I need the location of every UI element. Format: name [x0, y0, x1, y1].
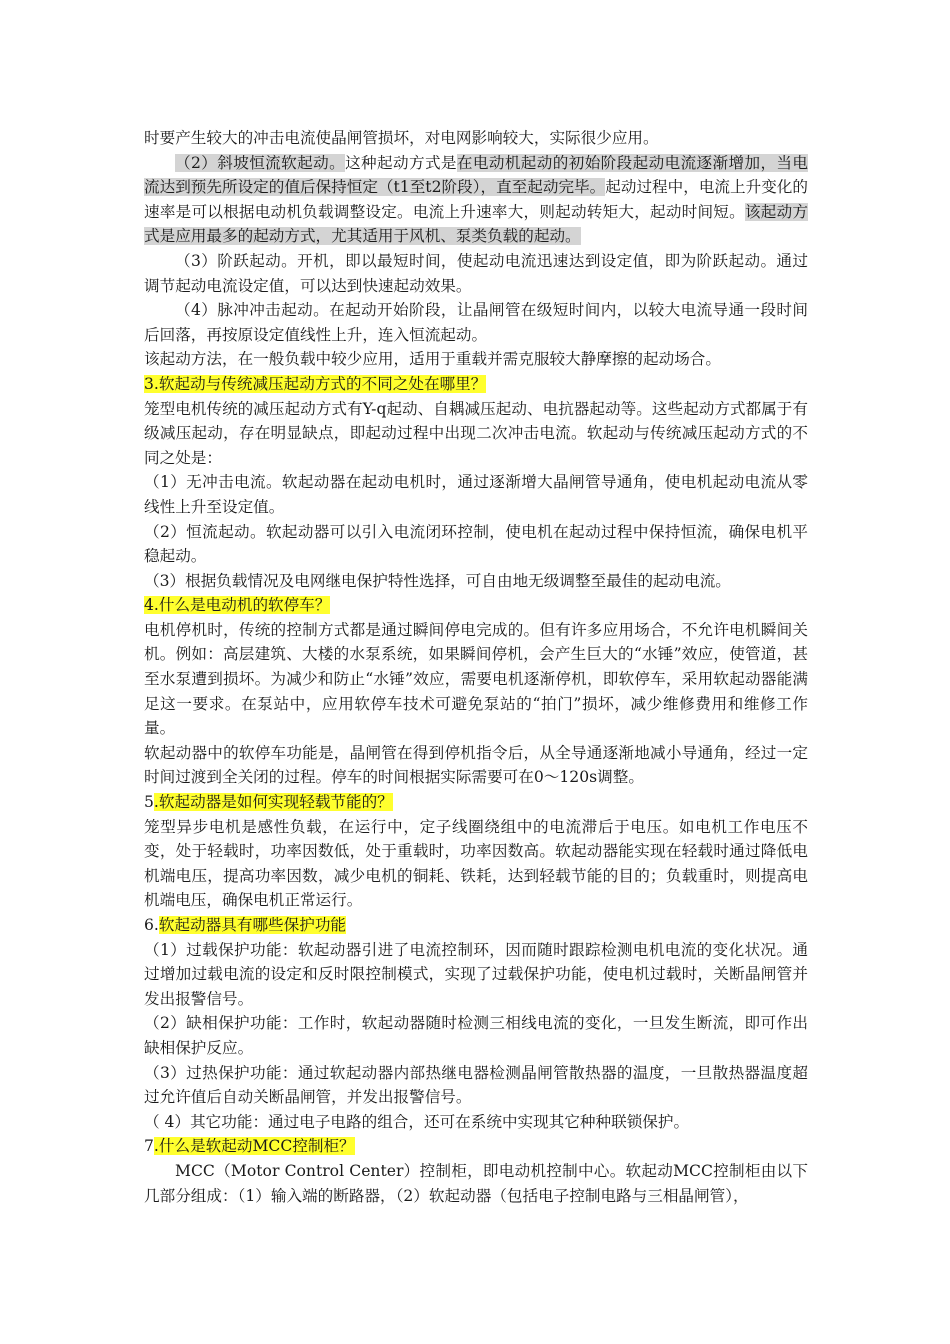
text: 起动过程中，电流上升变化的速率是可以根据电动机负载调整设定。电流上升速率大，则起动转矩大，起动时间短。 [144, 178, 808, 221]
highlight: 在电动机起动的初始阶段起动电流逐渐增加，当电流达到预先所设定的值后保持恒定（t1至t2阶段），直至起动完毕。 [144, 153, 808, 197]
paragraph: 软起动器中的软停车功能是，晶闸管在得到停机指令后，从全导通逐渐地减小导通角，经过一定时间过渡到全关闭的过程。停车的时间根据实际需要可在0～120s调整。 [144, 743, 808, 787]
paragraph: （ 4）其它功能：通过电子电路的组合，还可在系统中实现其它种种联锁保护。 [144, 1112, 690, 1131]
text: 这种起动方式是 [345, 153, 457, 172]
section-heading-4: 4.什么是电动机的软停车？ [144, 596, 331, 615]
paragraph: （3）阶跃起动。开机，即以最短时间，使起动电流迅速达到设定值，即为阶跃起动。通过调节起动电流设定值，可以达到快速起动效果。 [144, 251, 808, 295]
paragraph: （3）根据负载情况及电网继电保护特性选择，可自由地无级调整至最佳的起动电流。 [144, 571, 731, 590]
paragraph: 笼型电机传统的减压起动方式有Y-q起动、自耦减压起动、电抗器起动等。这些起动方式都属于有级减压起动，存在明显缺点，即起动过程中出现二次冲击电流。软起动与传统减压起动方式的不同之处是： [144, 399, 808, 467]
paragraph: （3）过热保护功能：通过软起动器内部热继电器检测晶闸管散热器的温度，一旦散热器温度超过允许值后自动关断晶闸管，并发出报警信号。 [144, 1063, 808, 1107]
paragraph: 笼型异步电机是感性负载，在运行中，定子线圈绕组中的电流滞后于电压。如电机工作电压不变，处于轻载时，功率因数低，处于重载时，功率因数高。软起动器能实现在轻载时通过降低电机端电压，提高功率因数，减少电机的铜耗、铁耗，达到轻载节能的目的；负载重时，则提高电机端电压，确保电机正常运行。 [144, 817, 808, 910]
paragraph: （1）无冲击电流。软起动器在起动电机时，通过逐渐增大晶闸管导通角，使电机起动电流从零线性上升至设定值。 [144, 473, 808, 516]
paragraph-ramp-start [144, 151, 808, 249]
paragraph: （2）缺相保护功能：工作时，软起动器随时检测三相线电流的变化，一旦发生断流，即可作出缺相保护反应。 [144, 1014, 808, 1057]
highlight: 该起动方式是应用最多的起动方式，尤其适用于风机、泵类负载的起动。 [144, 202, 808, 246]
section-heading-6: 6.软起动器具有哪些保护功能 [144, 916, 347, 934]
document-body [144, 126, 808, 1208]
section-heading-7: 7.什么是软起动MCC控制柜？ [144, 1137, 355, 1156]
section-heading-3: 3.软起动与传统减压起动方式的不同之处在哪里？ [144, 374, 487, 393]
paragraph: （2）恒流起动。软起动器可以引入电流闭环控制，使电机在起动过程中保持恒流，确保电机平稳起动。 [144, 522, 808, 566]
paragraph: 电机停机时，传统的控制方式都是通过瞬间停电完成的。但有许多应用场合，不允许电机瞬间关机。例如：高层建筑、大楼的水泵系统，如果瞬间停机，会产生巨大的“水锤”效应，使管道，甚至水泵遭到损坏。为减少和防止“水锤”效应，需要电机逐渐停机，即软停车，采用软起动器能满足这一要求。在泵站中，应用软停车技术可避免泵站的“拍门”损坏，减少维修费用和维修工作量。 [144, 620, 808, 738]
paragraph: 时要产生较大的冲击电流使晶闸管损坏，对电网影响较大，实际很少应用。 [144, 129, 659, 147]
paragraph: MCC（Motor Control Center）控制柜，即电动机控制中心。软起动MCC控制柜由以下几部分组成：（1）输入端的断路器，（2）软起动器（包括电子控制电路与三相晶闸管）， [144, 1161, 808, 1205]
paragraph: 该起动方法，在一般负载中较少应用，适用于重载并需克服较大静摩擦的起动场合。 [144, 350, 721, 369]
paragraph: （1）过载保护功能：软起动器引进了电流控制环，因而随时跟踪检测电机电流的变化状况。通过增加过载电流的设定和反时限控制模式，实现了过载保护功能，使电机过载时，关断晶闸管并发出报警信号。 [144, 940, 808, 1008]
section-heading-5: 5.软起动器是如何实现轻载节能的？ [144, 793, 393, 812]
paragraph: （4）脉冲冲击起动。在起动开始阶段，让晶闸管在级短时间内，以较大电流导通一段时间后回落，再按原设定值线性上升，连入恒流起动。 [144, 301, 808, 344]
highlight: （2）斜坡恒流软起动。 [175, 153, 346, 172]
